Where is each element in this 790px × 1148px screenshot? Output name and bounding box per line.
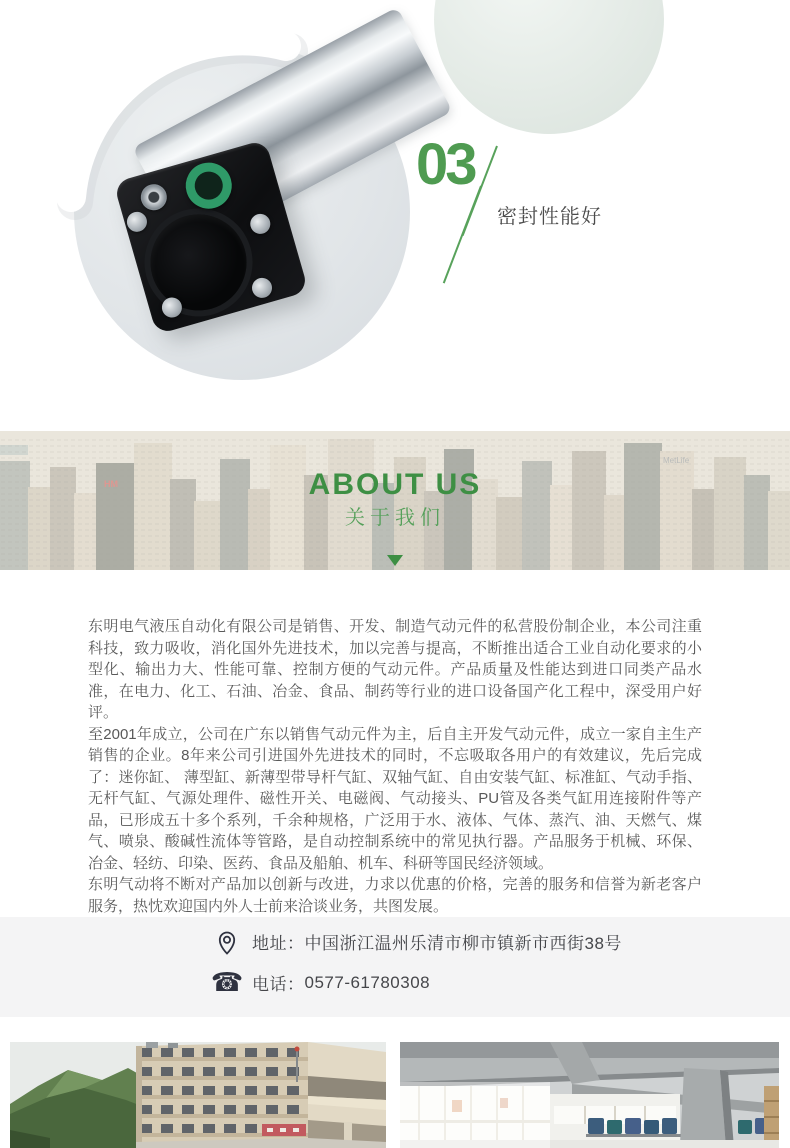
green-air-port — [180, 157, 237, 214]
hero-section — [0, 0, 790, 431]
cylinder-bore — [139, 203, 258, 322]
corner-screw — [125, 209, 150, 234]
about-us-title: ABOUT US — [308, 468, 482, 501]
contact-section — [0, 917, 790, 1017]
company-paragraph-2: 至2001年成立，公司在广东以销售气动元件为主，后自主开发气动元件，成立一家自主生产销售的企业。8年来公司引进国外先进技术的同时，不忘吸取各用户的有效建议，先后完成了：迷你缸、 薄型缸、新薄型带导杆气缸、双轴气缸、自由安装气缸、标准缸、气动手指、无杆气缸、气源处理件、磁性开关、电磁阀、气动接头、PU管及各类气缸用连接附件等产品，已形成五十多个系列，千余种规格，广泛用于水、液体、气体、蒸汽、油、天燃气、煤气、喷泉、酸碱性流体等管路，是自动控制系统中的常见执行器。产品服务于机械、环保、冶金、轻纺、印染、医药、食品及船舶、机车、科研等国民经济领域。 — [88, 725, 702, 872]
down-triangle-icon — [387, 555, 403, 566]
slash-decoration — [443, 186, 482, 284]
hm-building-sign: HM — [104, 479, 118, 489]
company-description — [0, 570, 790, 917]
factory-exterior-photo — [10, 1042, 386, 1148]
company-paragraph-3: 东明气动将不断对产品加以创新与改进，力求以优惠的价格，完善的服务和信誉为新老客户服务，热忱欢迎国内外人士前来洽谈业务，共图发展。 — [88, 876, 702, 915]
corner-screw — [250, 276, 275, 301]
factory-interior-photo — [400, 1042, 779, 1148]
telephone-icon: ☎ — [210, 967, 244, 998]
about-us-subtitle: 关于我们 — [345, 507, 445, 529]
factory-photos — [0, 1042, 790, 1148]
about-us-banner — [0, 431, 790, 570]
corner-screw — [248, 212, 273, 237]
phone-value: 0577-61780308 — [304, 972, 431, 992]
phone-row — [212, 964, 790, 1001]
metlife-building-sign: MetLife — [663, 456, 690, 465]
phone-label: 电话： — [252, 975, 305, 994]
address-value: 中国浙江温州乐清市柳市镇新市西街38号 — [304, 934, 622, 953]
address-label: 地址： — [252, 934, 305, 953]
feature-number: 03 — [416, 132, 475, 197]
company-paragraph-1: 东明电气液压自动化有限公司是销售、开发、制造气动元件的私营股份制企业，本公司注重科技，致力吸收，消化国外先进技术，加以完善与提高，不断推出适合工业自动化要求的小型化、输出力大、性能可靠、控制方便的气动元件。产品质量及性能达到进口同类产品水准，在电力、化工、石油、冶金、食品、制药等行业的进口设备国产化工程中，深受用户好评。 — [88, 618, 702, 721]
address-row — [212, 923, 790, 960]
decorative-circle-top-right — [434, 0, 664, 134]
hex-socket-screw — [138, 181, 170, 213]
location-pin-icon — [212, 928, 242, 956]
feature-label: 密封性能好 — [497, 206, 602, 228]
